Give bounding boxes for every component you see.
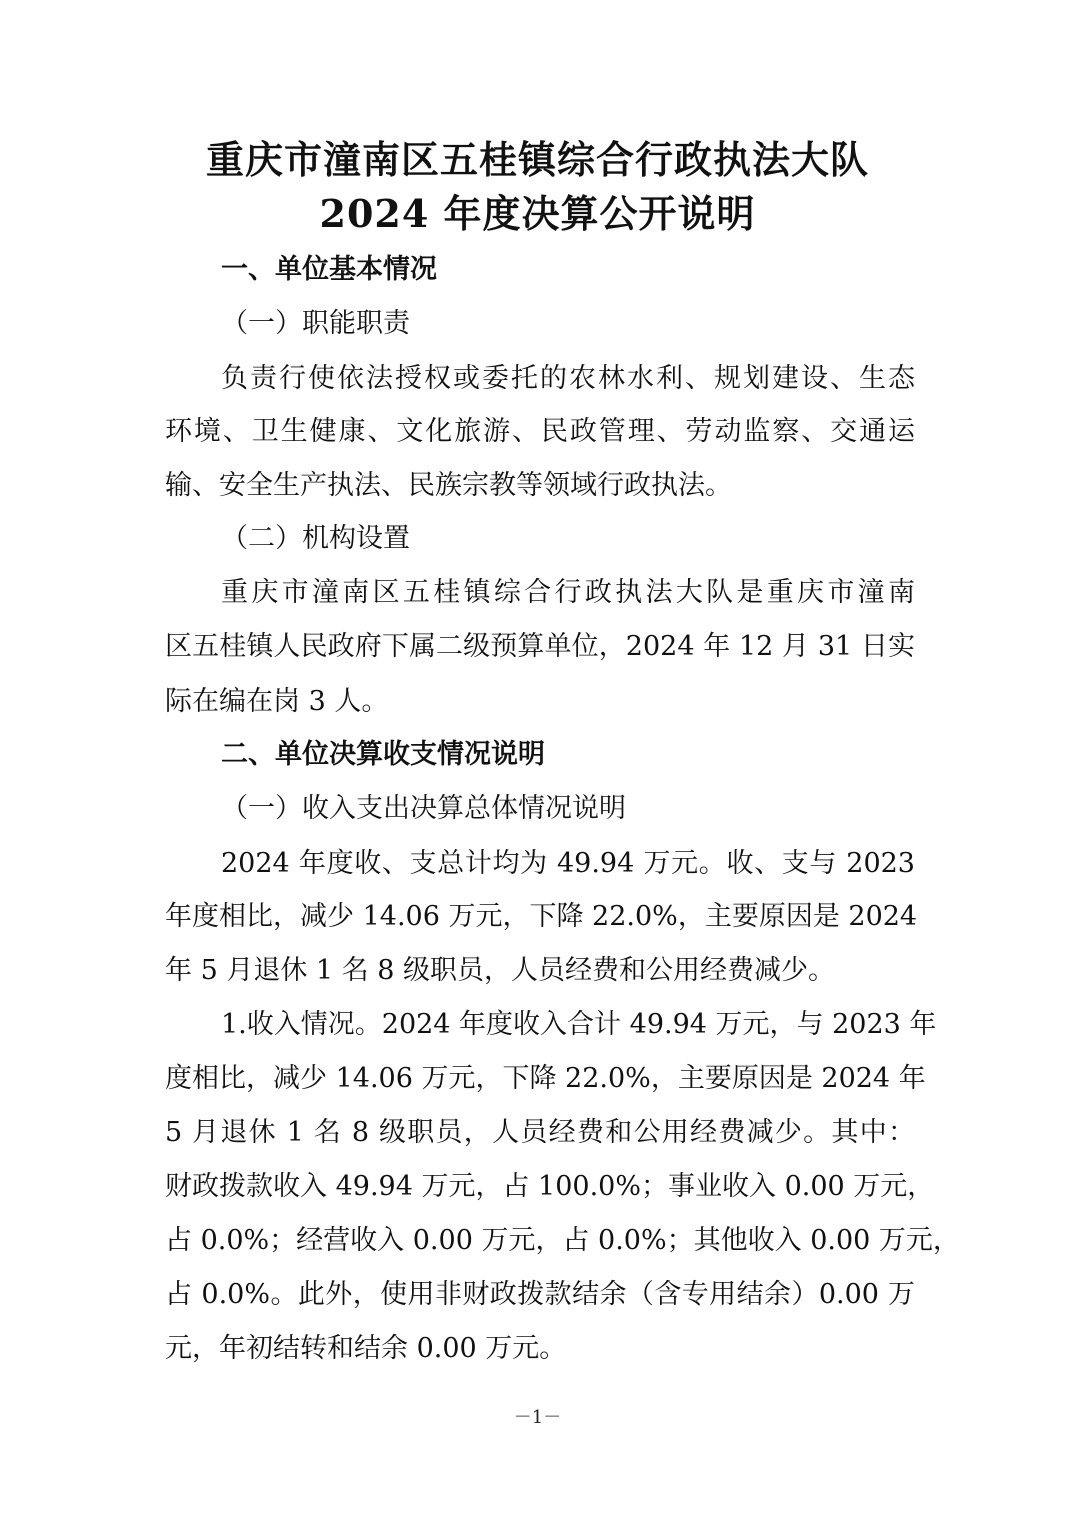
paragraph-line: 5 月退休 1 名 8 级职员，人员经费和公用经费减少。其中： — [165, 1117, 915, 1148]
page-number: －1－ — [513, 1407, 562, 1428]
paragraph-line: 输、安全生产执法、民族宗教等领域行政执法。 — [165, 470, 732, 501]
paragraph-line: 负责行使依法授权或委托的农林水利、规划建设、生态 — [221, 363, 915, 394]
paragraph-line: 占 0.0%；经营收入 0.00 万元，占 0.0%；其他收入 0.00 万元， — [165, 1225, 960, 1256]
paragraph-line: 区五桂镇人民政府下属二级预算单位，2024 年 12 月 31 日实 — [165, 631, 915, 662]
paragraph-line: 财政拨款收入 49.94 万元，占 100.0%；事业收入 0.00 万元， — [165, 1171, 935, 1202]
paragraph-line: 环境、卫生健康、文化旅游、民政管理、劳动监察、交通运 — [165, 416, 915, 447]
paragraph-line: 占 0.0%。此外，使用非财政拨款结余（含专用结余）0.00 万 — [165, 1279, 915, 1310]
paragraph-line: 1.收入情况。2024 年度收入合计 49.94 万元，与 2023 年 — [221, 1009, 937, 1040]
document-title-line-2: 2024 年度决算公开说明 — [319, 191, 756, 236]
subsection-heading-organization: （二）机构设置 — [221, 523, 410, 554]
paragraph-line: 2024 年度收、支总计均为 49.94 万元。收、支与 2023 — [221, 848, 915, 879]
section-heading-basic-info: 一、单位基本情况 — [221, 254, 437, 285]
section-heading-budget-explanation: 二、单位决算收支情况说明 — [221, 739, 545, 770]
subsection-heading-functions: （一）职能职责 — [221, 308, 410, 339]
paragraph-line: 重庆市潼南区五桂镇综合行政执法大队是重庆市潼南 — [221, 577, 915, 608]
paragraph-line: 际在编在岗 3 人。 — [165, 686, 389, 717]
paragraph-line: 元，年初结转和结余 0.00 万元。 — [165, 1333, 567, 1364]
paragraph-line: 度相比，减少 14.06 万元，下降 22.0%，主要原因是 2024 年 — [165, 1063, 926, 1094]
document-title-line-1: 重庆市潼南区五桂镇综合行政执法大队 — [205, 137, 869, 182]
paragraph-line: 年度相比，减少 14.06 万元，下降 22.0%，主要原因是 2024 — [165, 901, 918, 932]
paragraph-line: 年 5 月退休 1 名 8 级职员，人员经费和公用经费减少。 — [165, 955, 836, 986]
subsection-heading-income-expense-overview: （一）收入支出决算总体情况说明 — [221, 793, 626, 824]
